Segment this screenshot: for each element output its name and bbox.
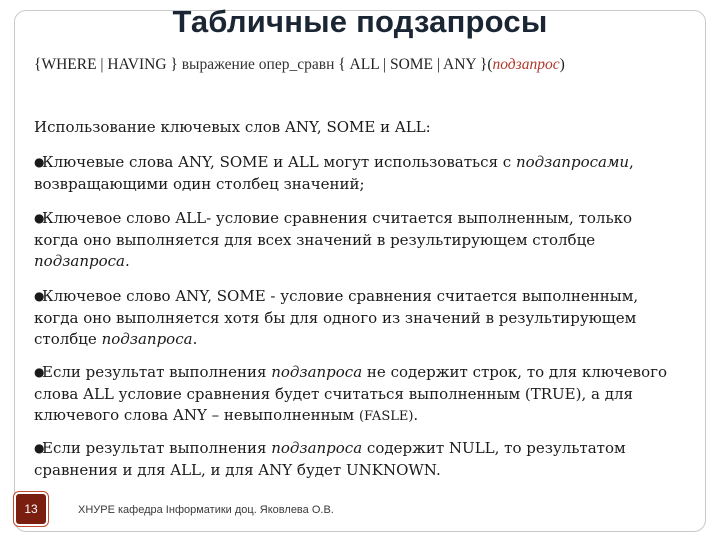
syntax-line — [34, 56, 694, 74]
syntax-part2: { ALL | SOME | ANY }( — [334, 56, 493, 73]
syntax-expression: выражение опер_сравн — [181, 56, 335, 73]
bullet-text: . — [124, 252, 130, 270]
bullet-text: . — [413, 406, 419, 424]
bullet-item-4 — [34, 362, 674, 428]
bullet-text: содержит NULL, то результатом сравнения и для ALL, и для ANY будет UNKNOWN. — [34, 439, 626, 479]
bullet-emphasis: подзапросами — [515, 153, 630, 171]
bullet-text: , возвращающими один столбец значений; — [34, 153, 634, 193]
slide-title: Табличные подзапросы — [172, 4, 548, 39]
bullet-item-5 — [34, 438, 674, 481]
bullet-emphasis: подзапроса — [34, 252, 125, 270]
bullet-item-3 — [34, 286, 674, 351]
bullet-dot-icon: ● — [34, 441, 45, 455]
bullet-text: . — [192, 330, 198, 348]
bullet-text: Ключевые слова ANY, SOME и ALL могут использоваться с — [42, 153, 516, 171]
bullet-text: Ключевое слово ANY, SOME - условие сравнения считается выполненным, когда оно выполняется хотя бы для одного из значений в результирующем столбце — [34, 287, 639, 348]
bullet-item-1 — [34, 152, 674, 195]
syntax-subquery: подзапрос — [492, 56, 560, 73]
bullet-text: Если результат выполнения — [42, 439, 272, 457]
bullet-item-2 — [34, 208, 674, 273]
bullet-text: Ключевое слово ALL- условие сравнения считается выполненным, только когда оно выполняется для всех значений в результирующем столбце — [34, 209, 633, 249]
page-number-badge: 13 — [14, 492, 48, 526]
bullet-dot-icon: ● — [34, 211, 45, 225]
bullet-dot-icon: ● — [34, 155, 45, 169]
syntax-part3: ) — [559, 56, 565, 73]
footer-text: ХНУРЕ кафедра Інформатики доц. Яковлева О.В. — [78, 504, 334, 516]
bullet-emphasis: подзапроса — [271, 363, 363, 381]
bullet-emphasis: подзапроса — [271, 439, 363, 457]
bullet-text: не содержит строк, то для ключевого слова ALL условие сравнения будет считаться выполненным (TRUE), а для ключевого слова ANY – невыполненным — [34, 363, 668, 424]
bullet-dot-icon: ● — [34, 365, 45, 379]
syntax-part1: {WHERE | HAVING } — [34, 56, 182, 73]
bullet-dot-icon: ● — [34, 289, 45, 303]
bullet-small-text: (FASLE) — [358, 409, 414, 424]
bullet-emphasis: подзапроса — [101, 330, 193, 348]
bullet-text: Если результат выполнения — [42, 363, 272, 381]
section-heading: Использование ключевых слов ANY, SOME и ALL: — [34, 118, 431, 136]
